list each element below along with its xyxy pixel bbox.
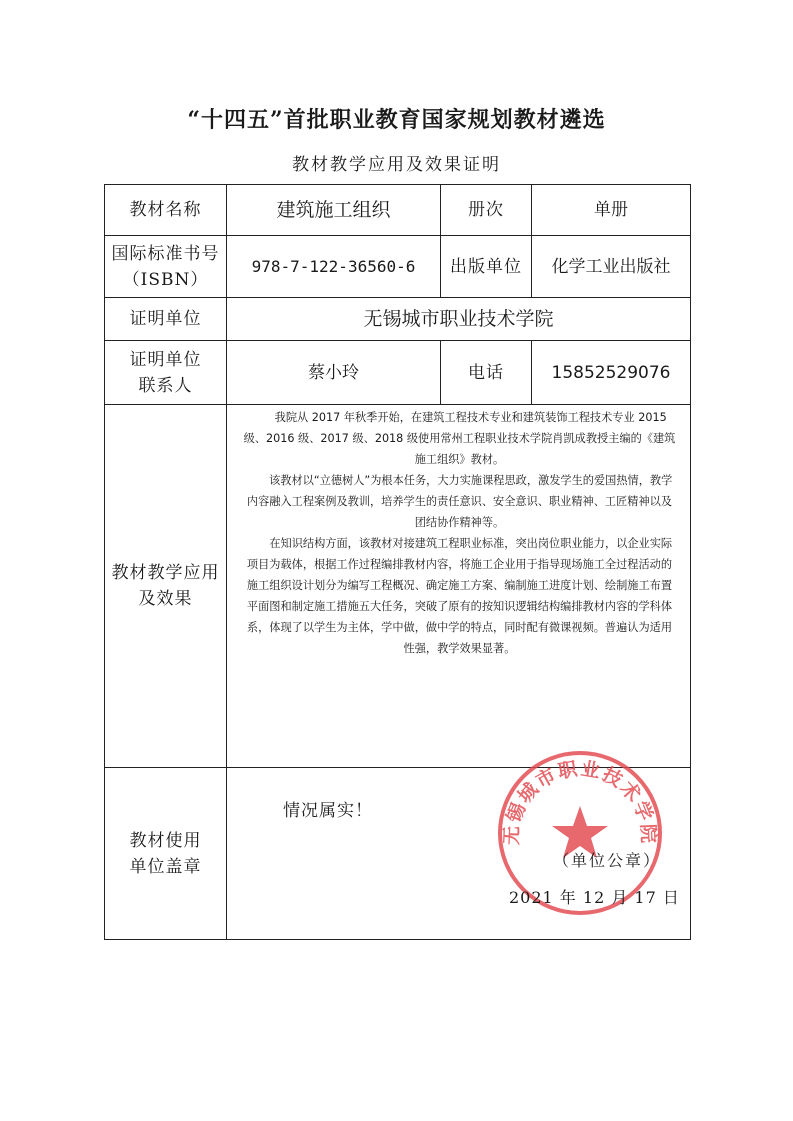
row-certifying-unit [105, 298, 691, 341]
label-volume: 册次 [441, 185, 532, 236]
row-textbook-name [105, 185, 691, 236]
confirm-text: 情况属实！ [283, 801, 373, 821]
row-contact [105, 341, 691, 405]
label-phone: 电话 [441, 341, 532, 405]
application-effect-text [227, 405, 691, 768]
row-application-effect [105, 405, 691, 768]
row-isbn [105, 236, 691, 298]
document-subtitle: 教材教学应用及效果证明 [292, 155, 501, 175]
label-application-effect [105, 405, 227, 768]
label-publisher: 出版单位 [441, 236, 532, 298]
seal-date: 2021 年 12 月 17 日 [509, 888, 680, 907]
certificate-table [104, 184, 691, 940]
document-title: “十四五”首批职业教育国家规划教材遴选 [187, 107, 606, 133]
paragraph-1: 我院从 2017 年秋季开始，在建筑工程技术专业和建筑装饰工程技术专业 2015 级、2016 级、2017 级、2018 级使用常州工程职业技术学院肖凯成教授主编的《建筑施工组织》教材。 [243, 411, 676, 466]
label-textbook-name: 教材名称 [105, 185, 227, 236]
label-isbn [105, 236, 227, 298]
seal-arc-text: 无锡城市职业技术学院 [500, 757, 660, 846]
value-textbook-name: 建筑施工组织 [227, 185, 441, 236]
value-volume: 单册 [532, 185, 691, 236]
label-seal-line2: 单位盖章 [129, 856, 202, 877]
value-contact: 蔡小玲 [227, 341, 441, 405]
label-isbn-line2: （ISBN） [122, 269, 209, 290]
seal-area [227, 757, 691, 940]
label-application-line2: 及效果 [138, 589, 193, 609]
label-certifying-unit: 证明单位 [105, 298, 227, 341]
label-seal-line1: 教材使用 [129, 830, 202, 851]
value-phone: 15852529076 [532, 341, 691, 405]
value-certifying-unit: 无锡城市职业技术学院 [227, 298, 691, 341]
label-contact-line1: 证明单位 [129, 349, 202, 370]
label-contact-line2: 联系人 [138, 375, 193, 396]
row-seal [105, 768, 691, 940]
value-publisher: 化学工业出版社 [532, 236, 691, 298]
value-isbn: 978-7-122-36560-6 [227, 236, 441, 298]
label-isbn-line1: 国际标准书号 [111, 243, 220, 264]
label-contact [105, 341, 227, 405]
seal-label: （单位公章） [553, 851, 662, 870]
paragraph-2: 该教材以“立德树人”为根本任务，大力实施课程思政，激发学生的爱国热情，教学内容融入工程案例及教训，培养学生的责任意识、安全意识、职业精神、工匠精神以及团结协作精神等。 [246, 474, 673, 529]
paragraph-3: 在知识结构方面，该教材对接建筑工程职业标准，突出岗位职业能力，以企业实际项目为载体，根据工作过程编排教材内容，将施工企业用于指导现场施工全过程活动的施工组织设计划分为编写工程概况、确定施工方案、编制施工进度计划、绘制施工布置平面图和制定施工措施五大任务，突破了原有的按知识逻辑结构编排教材内容的学科体系，体现了以学生为主体，学中做，做中学的特点，同时配有微课视频。普遍认为适用性强，教学效果显著。 [246, 537, 673, 655]
label-seal [105, 768, 227, 940]
label-application-line1: 教材教学应用 [111, 563, 220, 583]
